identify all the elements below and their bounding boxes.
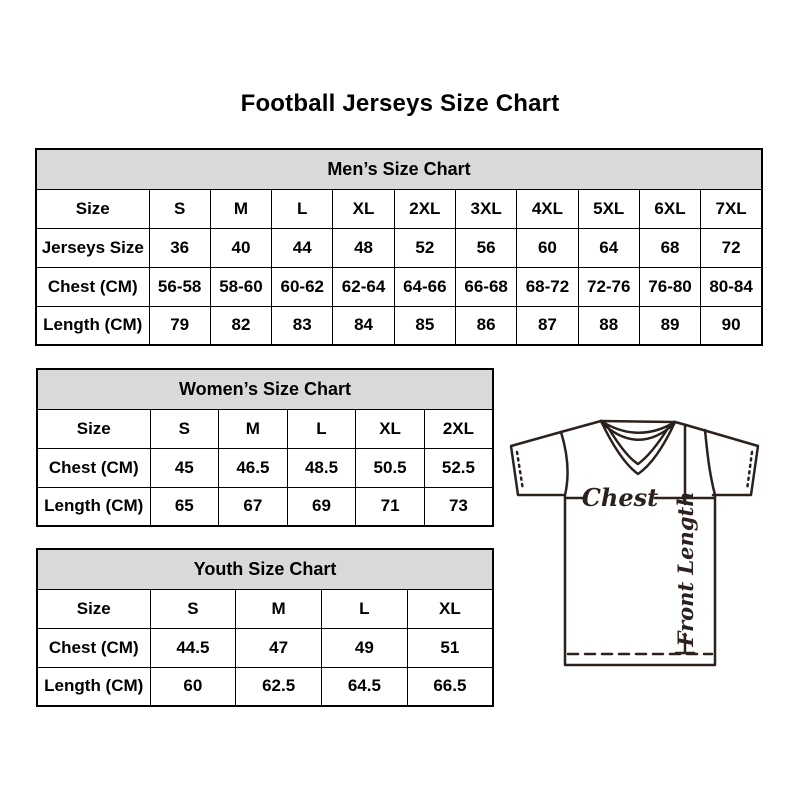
row-label: Size xyxy=(37,409,150,448)
value-cell: 60 xyxy=(517,228,578,267)
value-cell: 60 xyxy=(150,667,236,706)
value-cell: M xyxy=(219,409,288,448)
row-label: Chest (CM) xyxy=(37,628,150,667)
value-cell: 56 xyxy=(455,228,516,267)
value-cell: 67 xyxy=(219,487,288,526)
youth-table-title: Youth Size Chart xyxy=(37,549,493,589)
value-cell: 45 xyxy=(150,448,219,487)
value-cell: 2XL xyxy=(394,189,455,228)
table-row xyxy=(37,667,493,706)
value-cell: 66.5 xyxy=(407,667,493,706)
jersey-measurement-diagram xyxy=(505,400,775,690)
left-shoulder-seam xyxy=(561,421,601,432)
table-title-row xyxy=(36,149,762,189)
table-row xyxy=(36,189,762,228)
value-cell: 62.5 xyxy=(236,667,322,706)
row-label: Jerseys Size xyxy=(36,228,149,267)
value-cell: 44 xyxy=(272,228,333,267)
womens-size-table xyxy=(36,368,494,527)
row-label: Length (CM) xyxy=(37,487,150,526)
right-cuff-dotted-line xyxy=(747,452,752,490)
value-cell: M xyxy=(210,189,271,228)
value-cell: 51 xyxy=(407,628,493,667)
value-cell: L xyxy=(272,189,333,228)
value-cell: 76-80 xyxy=(639,267,700,306)
table-title-row xyxy=(37,369,493,409)
youth-size-table xyxy=(36,548,494,707)
value-cell: 72-76 xyxy=(578,267,639,306)
table-title-row xyxy=(37,549,493,589)
value-cell: 83 xyxy=(272,306,333,345)
mens-size-table xyxy=(35,148,763,346)
value-cell: S xyxy=(150,589,236,628)
value-cell: 72 xyxy=(701,228,762,267)
value-cell: 36 xyxy=(149,228,210,267)
table-row xyxy=(37,409,493,448)
value-cell: 64-66 xyxy=(394,267,455,306)
value-cell: XL xyxy=(333,189,394,228)
value-cell: 66-68 xyxy=(455,267,516,306)
value-cell: 85 xyxy=(394,306,455,345)
value-cell: 64 xyxy=(578,228,639,267)
value-cell: L xyxy=(287,409,356,448)
value-cell: 60-62 xyxy=(272,267,333,306)
value-cell: 46.5 xyxy=(219,448,288,487)
value-cell: 3XL xyxy=(455,189,516,228)
table-row xyxy=(37,487,493,526)
value-cell: 48 xyxy=(333,228,394,267)
value-cell: 48.5 xyxy=(287,448,356,487)
value-cell: 58-60 xyxy=(210,267,271,306)
collar-top-line xyxy=(601,421,675,422)
value-cell: 2XL xyxy=(424,409,493,448)
value-cell: 40 xyxy=(210,228,271,267)
value-cell: M xyxy=(236,589,322,628)
row-label: Chest (CM) xyxy=(36,267,149,306)
table-row xyxy=(36,228,762,267)
value-cell: 4XL xyxy=(517,189,578,228)
value-cell: 62-64 xyxy=(333,267,394,306)
value-cell: 82 xyxy=(210,306,271,345)
value-cell: 44.5 xyxy=(150,628,236,667)
page-title: Football Jerseys Size Chart xyxy=(240,90,560,117)
left-cuff-dotted-line xyxy=(517,452,523,490)
value-cell: 5XL xyxy=(578,189,639,228)
front-length-label: Front Length xyxy=(673,491,698,647)
value-cell: 89 xyxy=(639,306,700,345)
value-cell: 6XL xyxy=(639,189,700,228)
row-label: Size xyxy=(36,189,149,228)
value-cell: 49 xyxy=(322,628,408,667)
value-cell: 87 xyxy=(517,306,578,345)
value-cell: 68-72 xyxy=(517,267,578,306)
value-cell: 52.5 xyxy=(424,448,493,487)
value-cell: 71 xyxy=(356,487,425,526)
chest-label: Chest xyxy=(581,483,659,512)
value-cell: 50.5 xyxy=(356,448,425,487)
left-sleeve-outline xyxy=(511,432,563,495)
row-label: Length (CM) xyxy=(37,667,150,706)
value-cell: 65 xyxy=(150,487,219,526)
value-cell: S xyxy=(150,409,219,448)
right-shoulder-seam xyxy=(675,422,686,425)
value-cell: 52 xyxy=(394,228,455,267)
value-cell: 88 xyxy=(578,306,639,345)
row-label: Length (CM) xyxy=(36,306,149,345)
value-cell: 56-58 xyxy=(149,267,210,306)
table-row xyxy=(36,306,762,345)
table-row xyxy=(37,448,493,487)
value-cell: S xyxy=(149,189,210,228)
value-cell: XL xyxy=(356,409,425,448)
row-label: Size xyxy=(37,589,150,628)
row-label: Chest (CM) xyxy=(37,448,150,487)
value-cell: 47 xyxy=(236,628,322,667)
table-row xyxy=(37,589,493,628)
table-row xyxy=(37,628,493,667)
value-cell: 86 xyxy=(455,306,516,345)
value-cell: L xyxy=(322,589,408,628)
mens-table-title: Men’s Size Chart xyxy=(36,149,762,189)
value-cell: 73 xyxy=(424,487,493,526)
vneck-outer xyxy=(601,421,675,474)
value-cell: 79 xyxy=(149,306,210,345)
value-cell: 68 xyxy=(639,228,700,267)
value-cell: 84 xyxy=(333,306,394,345)
value-cell: 90 xyxy=(701,306,762,345)
value-cell: 69 xyxy=(287,487,356,526)
womens-table-title: Women’s Size Chart xyxy=(37,369,493,409)
value-cell: XL xyxy=(407,589,493,628)
value-cell: 7XL xyxy=(701,189,762,228)
value-cell: 64.5 xyxy=(322,667,408,706)
table-row xyxy=(36,267,762,306)
value-cell: 80-84 xyxy=(701,267,762,306)
